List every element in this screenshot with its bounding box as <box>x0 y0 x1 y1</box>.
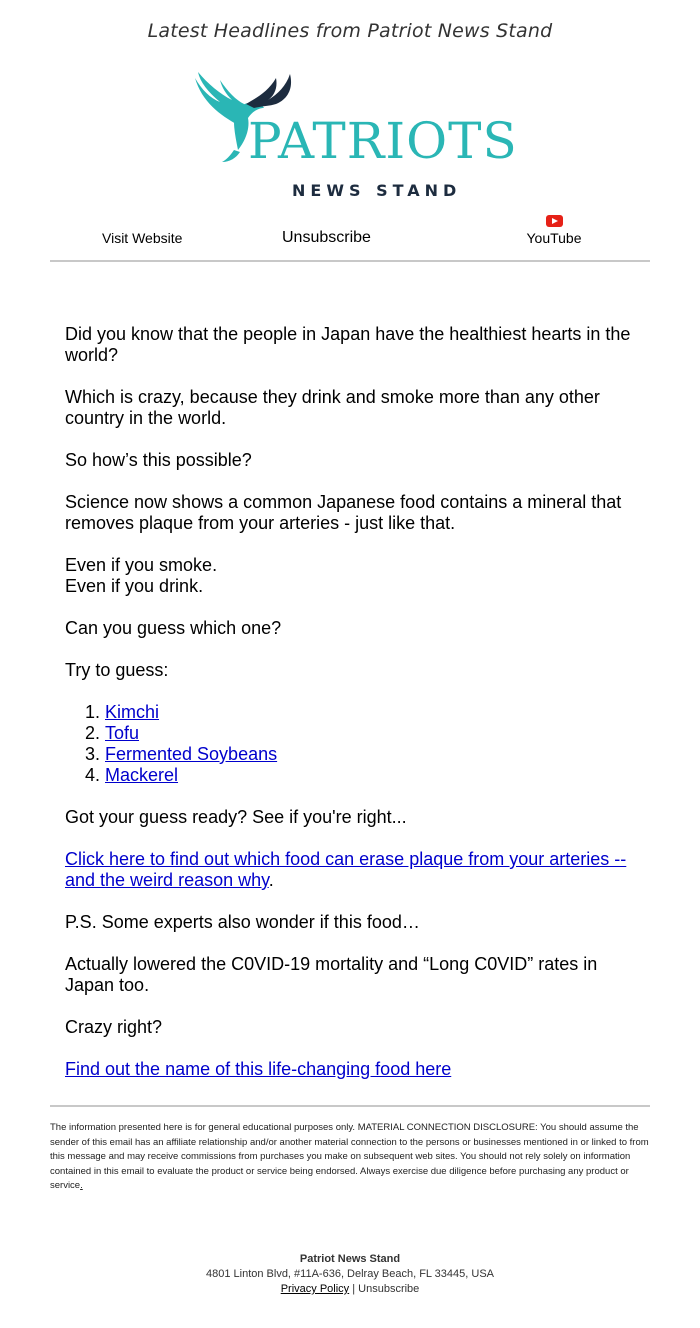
list-item <box>105 702 640 723</box>
header-title: Latest Headlines from Patriot News Stand <box>147 20 553 42</box>
disclaimer <box>50 1121 650 1194</box>
body-paragraph: Try to guess: <box>65 660 169 680</box>
list-item <box>105 744 640 765</box>
option-link-tofu[interactable]: Tofu <box>105 723 140 743</box>
body-paragraph: Got your guess ready? See if you're right... <box>65 807 407 827</box>
youtube-label: YouTube <box>526 230 582 246</box>
option-link-fermented-soybeans[interactable]: Fermented Soybeans <box>105 744 278 764</box>
youtube-icon <box>546 215 563 227</box>
disclaimer-period: . <box>80 1180 83 1191</box>
body-paragraph <box>65 849 640 891</box>
youtube-link[interactable] <box>526 215 582 246</box>
guess-list <box>65 702 640 786</box>
body-paragraph: So how’s this possible? <box>65 450 252 470</box>
footer <box>0 1252 700 1297</box>
footer-address: 4801 Linton Blvd, #11A-636, Delray Beach, FL 33445, USA <box>205 1268 494 1280</box>
visit-website-link[interactable]: Visit Website <box>102 230 183 246</box>
option-link-mackerel[interactable]: Mackerel <box>105 765 179 785</box>
logo-wordmark: PATRIOTS <box>248 112 518 170</box>
body-paragraph: P.S. Some experts also wonder if this food… <box>65 912 420 932</box>
divider <box>50 1105 650 1107</box>
cta-suffix: . <box>268 870 274 890</box>
brand-logo[interactable] <box>190 70 518 205</box>
body-paragraph: Crazy right? <box>65 1017 163 1037</box>
footer-links <box>0 1282 700 1297</box>
list-item <box>105 765 640 786</box>
cta-link-main[interactable]: Click here to find out which food can erase plaque from your arteries -- and the weird reason why <box>65 849 627 890</box>
email-body <box>65 324 640 1101</box>
body-line: Even if you drink. <box>65 576 204 596</box>
body-paragraph: Can you guess which one? <box>65 618 282 638</box>
body-paragraph: Did you know that the people in Japan have the healthiest hearts in the world? <box>65 324 631 365</box>
option-link-kimchi[interactable]: Kimchi <box>105 702 160 722</box>
header-nav <box>50 210 650 262</box>
unsubscribe-link[interactable]: Unsubscribe <box>282 229 371 246</box>
cta-link-secondary[interactable]: Find out the name of this life-changing food here <box>65 1059 452 1079</box>
logo-subtitle: NEWS STAND <box>292 181 462 200</box>
footer-separator: | <box>352 1283 356 1295</box>
body-paragraph: Actually lowered the C0VID-19 mortality and “Long C0VID” rates in Japan too. <box>65 954 598 995</box>
privacy-policy-link[interactable]: Privacy Policy <box>280 1283 350 1295</box>
body-line: Even if you smoke. <box>65 555 218 575</box>
body-paragraph <box>65 1059 640 1080</box>
body-paragraph <box>65 555 640 597</box>
list-item <box>105 723 640 744</box>
footer-company: Patriot News Stand <box>299 1253 401 1265</box>
footer-unsubscribe-link[interactable]: Unsubscribe <box>358 1283 420 1295</box>
body-paragraph: Science now shows a common Japanese food contains a mineral that removes plaque from your arteries - just like that. <box>65 492 622 533</box>
body-paragraph: Which is crazy, because they drink and smoke more than any other country in the world. <box>65 387 600 428</box>
disclaimer-text: The information presented here is for general educational purposes only. MATERIAL CONNECTION DISCLOSURE: You should assume the sender of this email has an affiliate relationship and/or another material connection to the persons or businesses mentioned in or linked to from this message and may receive commissions from purchases you make on subsequent web sites. You should not rely solely on information contained in this email to evaluate the product or service being endorsed. Always exercise due diligence before purchasing any product or service <box>50 1122 649 1191</box>
